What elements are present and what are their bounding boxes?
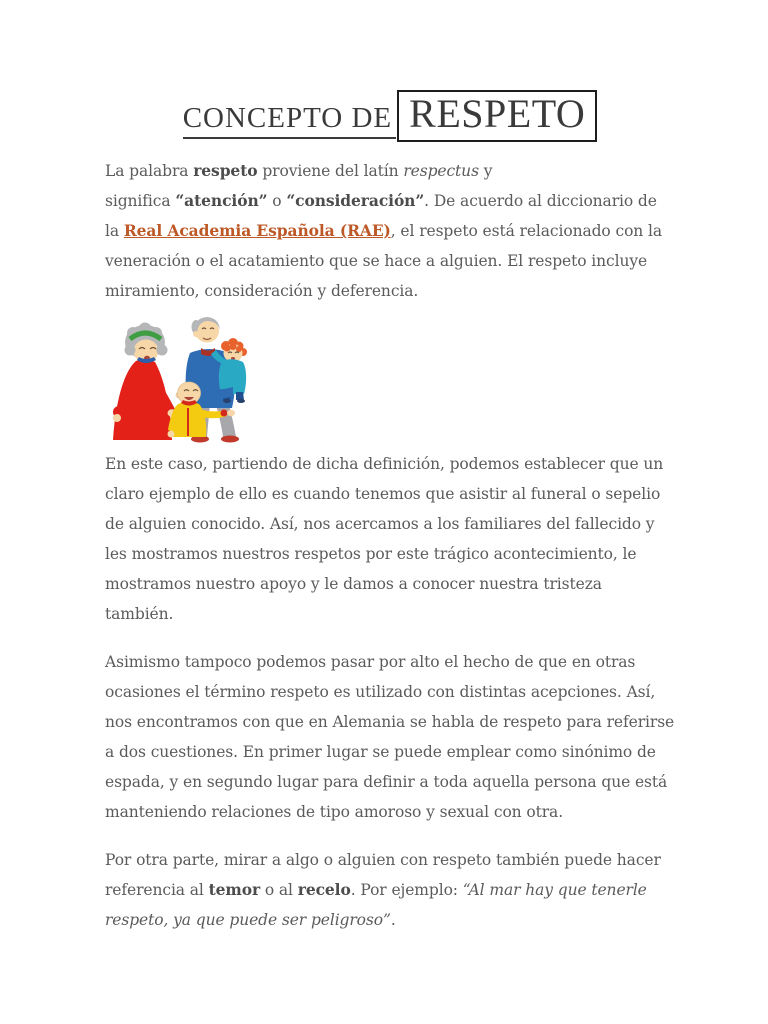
paragraph-temor-recelo — [105, 845, 675, 935]
text-run: significa — [105, 192, 176, 210]
bold-recelo: recelo — [297, 880, 351, 899]
page-title — [105, 90, 675, 142]
text-run: Por otra parte, mirar a algo o alguien con respeto también puede hacer referencia al — [105, 851, 661, 899]
grandma-figure — [113, 323, 177, 441]
family-illustration — [105, 306, 675, 443]
bold-temor: temor — [208, 880, 261, 899]
paragraph-intro — [105, 156, 675, 306]
text-run: o al — [260, 881, 298, 899]
text-run: , el respeto está relacionado con la veneración o el acatamiento que se hace a alguien. El respeto incluye miramiento, consideración y deferencia. — [105, 222, 663, 300]
paragraph-other-meanings: Asimismo tampoco podemos pasar por alto el hecho de que en otras ocasiones el término respeto es utilizado con distintas acepciones. Así, nos encontramos con que en Alemania se habla de respeto para referirse a dos cuestiones. En primer lugar se puede emplear como sinónimo de espada, y en segundo lugar para definir a toda aquella persona que está manteniendo relaciones de tipo amoroso y sexual con otra. — [105, 653, 675, 821]
bold-consideracion: “consideración” — [286, 191, 425, 210]
title-boxed-word: RESPETO — [397, 90, 597, 142]
caillou-family-image — [105, 306, 255, 443]
italic-example-quote: “Al mar hay que tenerle respeto, ya que puede ser peligroso” — [105, 881, 647, 929]
bold-respeto: respeto — [193, 161, 258, 180]
italic-respectus: respectus — [403, 162, 479, 180]
text-run: . Por ejemplo: — [350, 881, 463, 899]
bold-atencion: “atención” — [175, 191, 268, 210]
paragraph-funeral-example: En este caso, partiendo de dicha definición, podemos establecer que un claro ejemplo de ello es cuando tenemos que asistir al funeral o sepelio de alguien conocido. Así, nos acercamos a los familiares del fallecido y les mostramos nuestros respetos por este trágico acontecimiento, le mostramos nuestro apoyo y le damos a conocer nuestra tristeza también. — [105, 455, 664, 623]
text-run: proviene del latín — [257, 162, 404, 180]
text-run: La palabra — [105, 162, 194, 180]
rae-link[interactable]: Real Academia Española (RAE) — [123, 221, 391, 240]
document-content — [105, 90, 675, 953]
title-prefix: CONCEPTO DE — [183, 102, 396, 139]
text-run: o — [267, 192, 287, 210]
text-run: . De acuerdo al diccionario de la — [105, 192, 657, 240]
text-run: y — [478, 162, 493, 180]
text-run: . — [390, 911, 396, 929]
